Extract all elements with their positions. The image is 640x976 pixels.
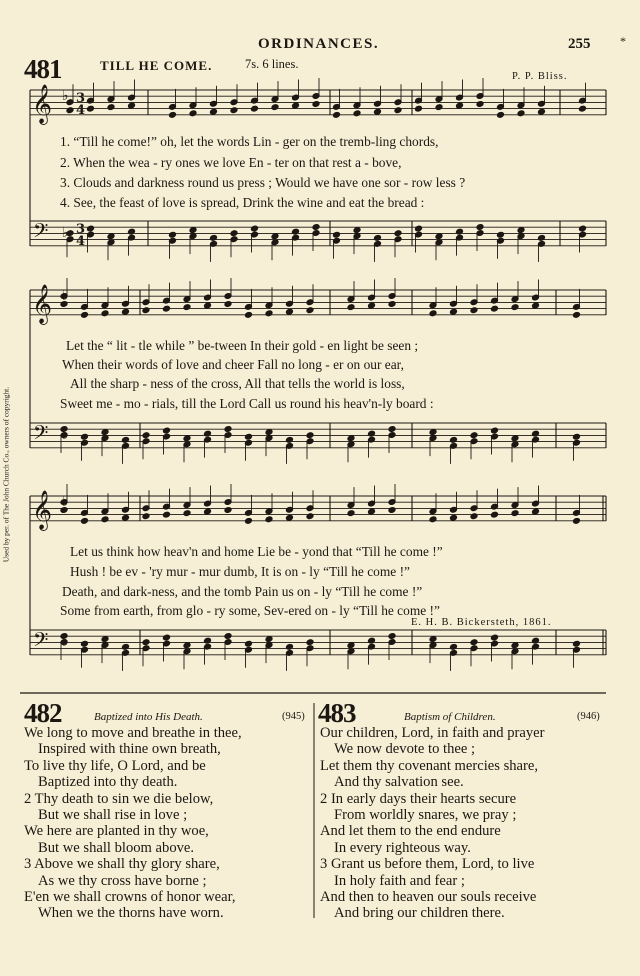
hymn-author-481: E. H. B. Bickersteth, 1861. [411,617,552,628]
stanza-line: Let them thy covenant mercies share, [320,757,539,774]
stanza-line: And let them to the end endure [320,823,501,840]
copyright-note: Used by per. of The John Church Co., owners of copyright. [1,386,11,563]
svg-text:𝄞: 𝄞 [32,84,53,124]
svg-text:♭: ♭ [62,427,69,443]
stanza-line: We now devote to thee ; [334,741,476,758]
svg-text:♭: ♭ [62,494,69,510]
svg-text:♭: ♭ [62,88,69,104]
hymn-title-481: TILL HE COME. [100,58,213,73]
hymn-number-483: 483 [318,698,356,728]
section-title: ORDINANCES. [258,36,380,52]
stanza-line: To live thy life, O Lord, and be [24,757,206,774]
svg-text:𝄞: 𝄞 [32,284,53,324]
stanza-line: E'en we shall crowns of honor wear, [24,889,236,905]
lyric-line: 1. “Till he come!” oh, let the words Lin - ger on the tremb-ling chords, [60,134,439,149]
lyric-line: When their words of love and cheer Fall no long - er on our ear, [62,357,404,372]
stanza-line: And then to heaven our souls receive [320,889,537,905]
svg-text:♭: ♭ [62,225,69,241]
stanza-line: We long to move and breathe in thee, [24,725,242,741]
stanza-line: 2 Thy death to sin we die below, [24,790,214,807]
stanza-line: Our children, Lord, in faith and prayer [320,725,545,741]
stanza-line: 2 In early days their hearts secure [320,790,517,807]
stanza-line: We here are planted in thy woe, [24,823,209,840]
page-number: 255 [568,36,591,52]
svg-text:♭: ♭ [62,288,69,304]
stanza-line: But we shall rise in love ; [38,807,188,823]
svg-text:𝄢: 𝄢 [33,628,49,656]
stanza-line: When we the thorns have worn. [38,905,224,922]
stanza-line: Inspired with thine own breath, [38,741,221,758]
lyric-line: 3. Clouds and darkness round us press ; Would we have one sor - row less ? [60,175,466,190]
stanza-line: From worldly snares, we pray ; [334,807,517,823]
tune-ref-482: (945) [282,711,305,722]
stanza-line: And bring our children there. [334,905,505,922]
hymn-subtitle-482: Baptized into His Death. [94,711,203,723]
stanza-line: In holy faith and fear ; [334,872,465,889]
lyric-line: Sweet me - mo - rials, till the Lord Call us round his heav'n-ly board : [60,396,434,411]
lyric-line: Let the “ lit - tle while ” be-tween In their gold - en light be seen ; [66,338,419,353]
svg-text:♭: ♭ [62,634,69,650]
stanza-line: As we thy cross have borne ; [38,872,207,889]
stanza-line: 3 Grant us before them, Lord, to live [320,856,535,873]
svg-text:3: 3 [76,222,86,237]
stanza-line: And thy salvation see. [334,774,464,791]
tune-ref-483: (946) [577,711,600,722]
hymn-meter-481: 7s. 6 lines. [245,57,299,71]
svg-text:3: 3 [76,91,86,106]
svg-text:4: 4 [76,234,86,249]
page-mark: * [620,34,626,48]
svg-text:𝄢: 𝄢 [33,421,49,449]
svg-text:𝄞: 𝄞 [32,490,53,530]
lyric-line: 2. When the wea - ry ones we love En - ter on that rest a - bove, [60,155,402,170]
stanza-line: 3 Above we shall thy glory share, [24,856,220,873]
lyric-line: 4. See, the feast of love is spread, Drink the wine and eat the bread : [60,195,425,210]
lyric-line: Let us think how heav'n and home Lie be - yond that “Till he come !” [70,544,443,559]
stanza-line: Baptized into thy death. [38,774,178,791]
lyric-line: Some from earth, from glo - ry some, Sev-ered on - ly “Till he come !” [60,603,440,618]
svg-text:4: 4 [76,103,86,118]
stanza-line: But we shall bloom above. [38,839,195,856]
hymn-number-482: 482 [24,698,62,728]
hymn-number-481: 481 [24,54,62,84]
stanza-line: In every righteous way. [334,839,471,856]
svg-text:𝄢: 𝄢 [33,219,49,247]
lyric-line: Hush ! be ev - 'ry mur - mur dumb, It is on - ly “Till he come !” [70,564,410,579]
hymn-composer-481: P. P. Bliss. [512,71,568,82]
lyric-line: Death, and dark-ness, and the tomb Pain us on - ly “Till he come !” [62,584,423,599]
lyric-line: All the sharp - ness of the cross, All that tells the world is loss, [70,376,405,391]
hymn-subtitle-483: Baptism of Children. [404,711,496,723]
